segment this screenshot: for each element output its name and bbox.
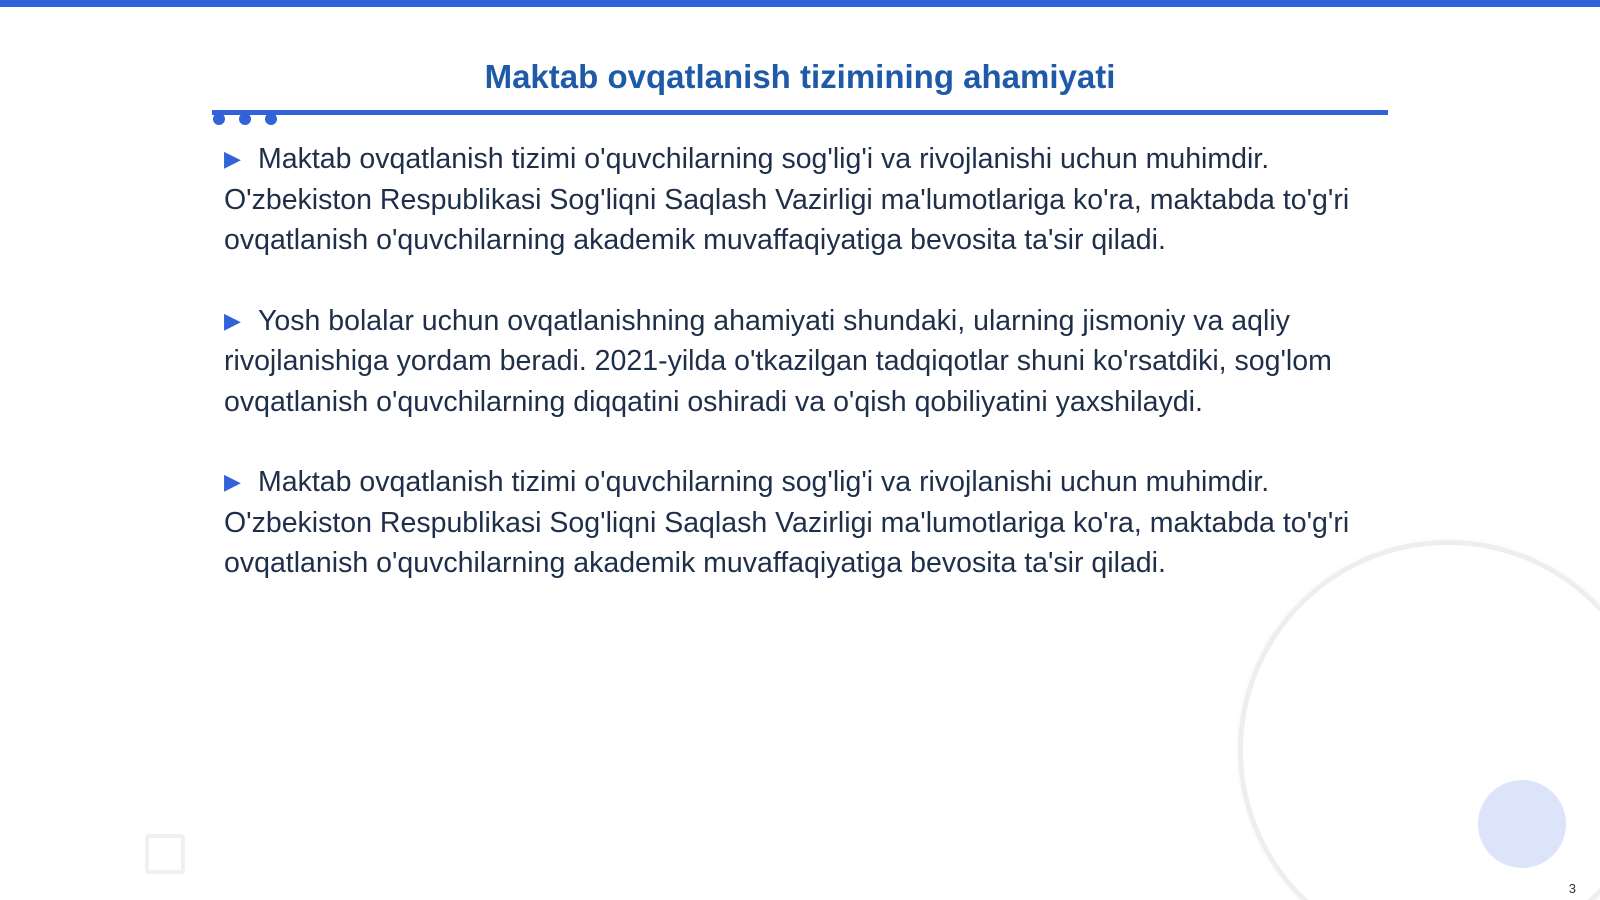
top-accent-bar <box>0 0 1600 7</box>
decorative-square <box>145 834 185 874</box>
slide-body <box>224 139 1374 624</box>
bullet-paragraph <box>224 301 1374 423</box>
paragraph-text: Maktab ovqatlanish tizimi o'quvchilarning sog'lig'i va rivojlanishi uchun muhimdir. O'zbekiston Respublikasi Sog'liqni Saqlash Vazirligi ma'lumotlariga ko'ra, maktabda to'g'ri ovqatlanish o'quvchilarning akademik muvaffaqiyatiga bevosita ta'sir qiladi. <box>224 466 1350 579</box>
underline-dot <box>265 113 277 125</box>
paragraph-text: Maktab ovqatlanish tizimi o'quvchilarning sog'lig'i va rivojlanishi uchun muhimdir. O'zbekiston Respublikasi Sog'liqni Saqlash Vazirligi ma'lumotlariga ko'ra, maktabda to'g'ri ovqatlanish o'quvchilarning akademik muvaffaqiyatiga bevosita ta'sir qiladi. <box>224 143 1350 256</box>
triangle-right-icon: ▶ <box>224 146 241 171</box>
decorative-circle <box>1478 780 1566 868</box>
bullet-paragraph <box>224 462 1374 584</box>
slide-title: Maktab ovqatlanish tizimining ahamiyati <box>484 58 1116 95</box>
page-number: 3 <box>1568 881 1576 896</box>
bullet-paragraph <box>224 139 1374 261</box>
underline-dot <box>213 113 225 125</box>
triangle-right-icon: ▶ <box>224 307 241 333</box>
paragraph-text: Yosh bolalar uchun ovqatlanishning ahamiyati shundaki, ularning jismoniy va aqliy rivojlanishiga yordam beradi. 2021-yilda o'tkazilgan tadqiqotlar shuni ko'rsatdiki, sog'lom ovqatlanish o'quvchilarning diqqatini oshiradi va o'qish qobiliyatini yaxshilaydi. <box>224 304 1332 418</box>
underline-dot <box>239 113 251 125</box>
title-underline <box>212 110 1388 115</box>
triangle-right-icon: ▶ <box>224 469 241 494</box>
